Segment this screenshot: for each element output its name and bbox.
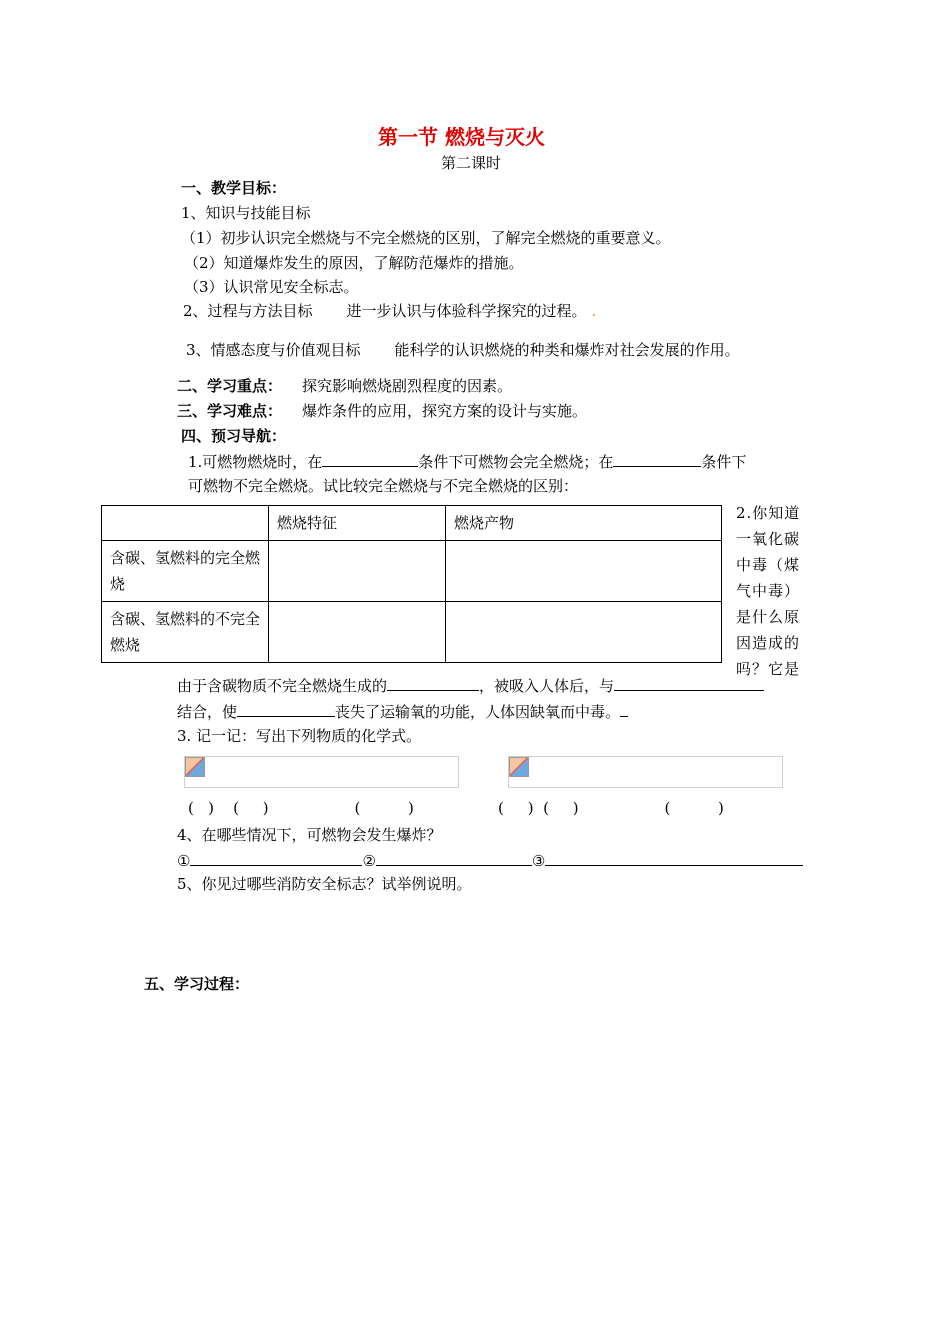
table-row — [102, 541, 722, 602]
question-4-choices — [177, 850, 803, 871]
table-cell[interactable] — [269, 541, 446, 602]
q4-mark-2: ② — [362, 852, 376, 870]
q4-blank-2[interactable] — [376, 850, 532, 866]
question-1-line2: 可燃物不完全燃烧。试比较完全燃烧与不完全燃烧的区别： — [188, 477, 579, 495]
q1-text-c: 条件下 — [701, 453, 747, 471]
objective-1: 1、知识与技能目标 — [181, 204, 311, 222]
objective-2-text: 进一步认识与体验科学探究的过程。 — [346, 302, 587, 320]
decor-dot: . — [586, 302, 597, 320]
q1-blank-1[interactable] — [322, 451, 418, 467]
keypoint-text: 探究影响燃烧剧烈程度的因素。 — [302, 377, 513, 395]
table-header-cell: 燃烧特征 — [269, 506, 446, 541]
q2-text-c: 结合，使 — [177, 703, 238, 721]
table-header-row — [102, 506, 722, 541]
objectives-heading: 一、教学目标： — [181, 179, 287, 197]
q1-blank-2[interactable] — [613, 451, 701, 467]
question-4: 4、在哪些情况下，可燃物会发生爆炸？ — [177, 826, 442, 844]
page-title: 第一节 燃烧与灭火 — [378, 125, 545, 149]
table-cell[interactable] — [446, 541, 722, 602]
question-2-line1 — [177, 675, 764, 696]
keypoint-label: 二、学习重点： — [177, 377, 283, 395]
table-cell[interactable] — [446, 602, 722, 663]
objective-2-label: 2、过程与方法目标 — [183, 302, 313, 320]
process-heading: 五、学习过程： — [144, 975, 250, 993]
objective-3-label: 3、情感态度与价值观目标 — [186, 341, 361, 359]
objective-3 — [186, 340, 740, 360]
table-cell[interactable] — [269, 602, 446, 663]
formula-answer-slots-right[interactable]: ( ) ( ) ( ) — [498, 799, 724, 817]
question-5: 5、你见过哪些消防安全标志？试举例说明。 — [177, 875, 472, 893]
difficulty-text: 爆炸条件的应用，探究方案的设计与实施。 — [302, 402, 588, 420]
formula-image-right — [508, 756, 783, 788]
keypoint — [177, 376, 512, 396]
q4-blank-3[interactable] — [545, 850, 803, 866]
q1-text-a: 1.可燃物燃烧时，在 — [188, 453, 323, 471]
q1-text-b: 条件下可燃物会完全燃烧；在 — [418, 453, 614, 471]
difficulty-label: 三、学习难点： — [177, 402, 283, 420]
objective-1b: （2）知道爆炸发生的原因，了解防范爆炸的措施。 — [184, 254, 524, 272]
table-cell: 含碳、氢燃料的不完全燃烧 — [102, 602, 269, 663]
comparison-table — [101, 505, 722, 663]
table-header-cell: 燃烧产物 — [446, 506, 722, 541]
table-row — [102, 602, 722, 663]
table-header-cell — [102, 506, 269, 541]
q2-text-b: ，被吸入人体后，与 — [479, 677, 615, 695]
difficulty — [177, 401, 587, 421]
question-3: 3. 记一记：写出下列物质的化学式。 — [177, 727, 422, 745]
preview-heading: 四、预习导航： — [181, 427, 287, 445]
broken-image-icon — [509, 757, 529, 777]
broken-image-icon — [185, 757, 205, 777]
formula-answer-slots-left[interactable]: ( ) ( ) ( ) — [188, 799, 414, 817]
formula-image-left — [184, 756, 459, 788]
objective-3-text-a: 能科学的认识燃烧的种 — [394, 341, 545, 359]
q2-text-a: 由于含碳物质不完全燃烧生成的 — [177, 677, 388, 695]
q2-blank-4[interactable] — [620, 701, 628, 717]
q2-blank-1[interactable] — [387, 675, 479, 691]
page-subtitle: 第二课时 — [441, 154, 502, 172]
q4-blank-1[interactable] — [190, 850, 362, 866]
q2-text-d: 丧失了运输氧的功能，人体因缺氧而中毒。 — [335, 703, 621, 721]
q4-mark-3: ③ — [531, 852, 546, 870]
q4-mark-1: ① — [177, 852, 191, 870]
q2-blank-2[interactable] — [614, 675, 764, 691]
question-2-side-text: 2.你知道一氧化碳中毒（煤气中毒）是什么原因造成的吗？它是 — [736, 504, 801, 678]
objective-3-text-b: 类和爆炸对社会发展的作用。 — [544, 341, 740, 359]
question-2-line2 — [177, 701, 628, 722]
objective-1c: （3）认识常见安全标志。 — [184, 278, 359, 296]
question-1 — [188, 451, 746, 472]
objective-2 — [183, 301, 596, 321]
objective-1a: （1）初步认识完全燃烧与不完全燃烧的区别，了解完全燃烧的重要意义。 — [181, 229, 671, 247]
q2-blank-3[interactable] — [237, 701, 335, 717]
table-cell: 含碳、氢燃料的完全燃烧 — [102, 541, 269, 602]
